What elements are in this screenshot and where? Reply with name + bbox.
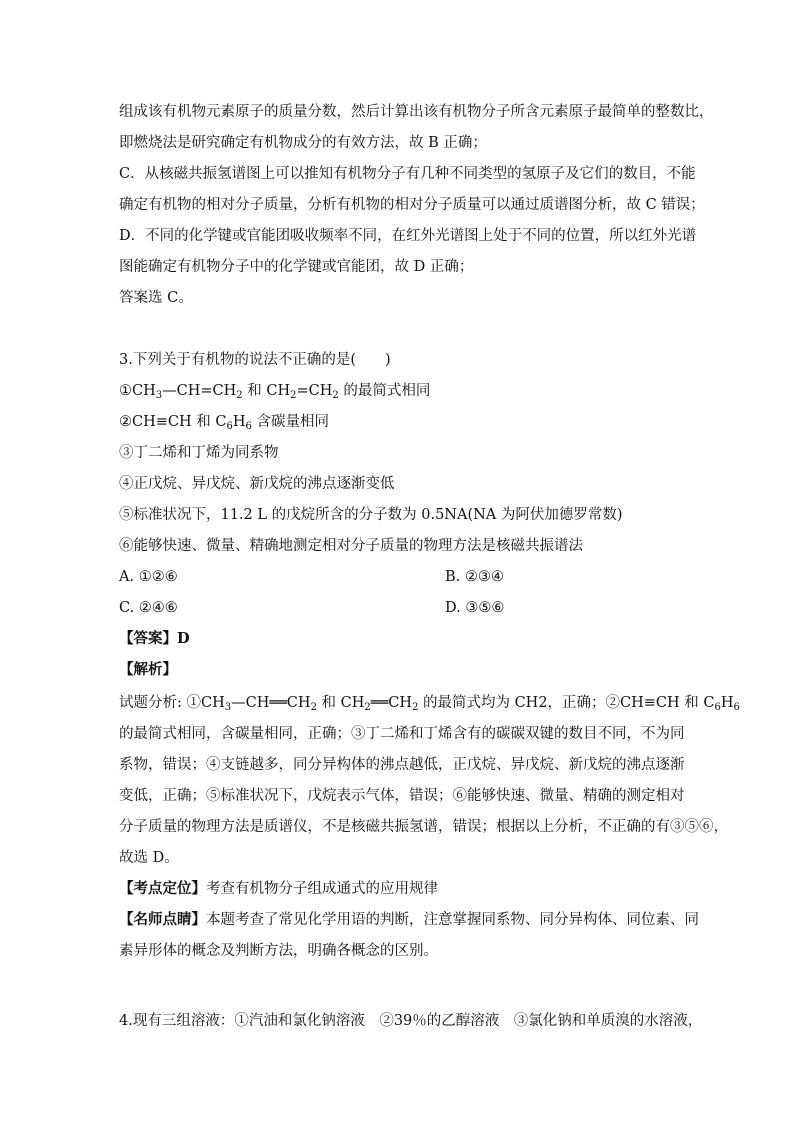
analysis-line: 的最简式相同，含碳量相同，正确；③丁二烯和丁烯含有的碳碳双键的数目不同，不为同 — [119, 726, 685, 742]
statement-item: ②CH≡CH 和 $C_6H_6$ 含碳量相同 — [119, 414, 329, 432]
analysis-line: 分子质量的物理方法是质谱仪，不是核磁共振氢谱，错误；根据以上分析，不正确的有③⑤⑥， — [119, 819, 728, 835]
text-line: 确定有机物的相对分子质量，分析有机物的相对分子质量可以通过质谱图分析，故 C 错误； — [119, 197, 705, 213]
option-a: A. ①②⑥ — [119, 569, 178, 585]
question-stem: 3.下列关于有机物的说法不正确的是( ) — [119, 352, 391, 368]
option-d: D. ③⑤⑥ — [445, 600, 505, 616]
analysis-line: 变低，正确；⑤标准状况下，戊烷表示气体，错误；⑥能够快速、微量、精确的测定相对 — [119, 788, 685, 804]
option-b: B. ②③④ — [445, 569, 504, 585]
text-line: 组成该有机物元素原子的质量分数，然后计算出该有机物分子所含元素原子最简单的整数比， — [119, 104, 714, 120]
kaodian-line: 【考点定位】考查有机物分子组成通式的应用规律 — [119, 880, 438, 897]
statement-item: $①CH_3—CH=CH_2$ 和 $CH_2=CH_2$ 的最简式相同 — [119, 383, 431, 401]
analysis-line: 系物，错误；④支链越多，同分异构体的沸点越低，正戊烷、异戊烷、新戊烷的沸点逐渐 — [119, 757, 685, 773]
question-stem: 4.现有三组溶液：①汽油和氯化钠溶液 ②39％的乙醇溶液 ③氯化钠和单质溴的水溶液， — [119, 1013, 703, 1029]
statement-item: ⑤标准状况下，11.2 L 的戊烷所含的分子数为 0.5NA(NA 为阿伏加德罗常数) — [119, 507, 623, 523]
statement-item: ④正戊烷、异戊烷、新戊烷的沸点逐渐变低 — [119, 476, 395, 492]
option-c: C. ②④⑥ — [119, 600, 178, 616]
analysis-line: 故选 D。 — [119, 850, 179, 866]
analysis-line: 试题分析: $①CH_3—CH══CH_2$ 和 $CH_2══CH_2$ 的最简式均为 CH2，正确；②CH≡CH 和 $C_6H_6$ — [119, 695, 740, 713]
statement-item: ⑥能够快速、微量、精确地测定相对分子质量的物理方法是核磁共振谱法 — [119, 538, 583, 554]
mingshi-line: 【名师点睛】本题考查了常见化学用语的判断，注意掌握同系物、同分异构体、同位素、同 — [119, 911, 699, 928]
text-line: 答案选 C。 — [119, 290, 193, 306]
kaodian-label: 【考点定位】 — [119, 880, 206, 897]
text-line: D．不同的化学键或官能团吸收频率不同，在红外光谱图上处于不同的位置，所以红外光谱 — [119, 228, 697, 244]
statement-item: ③丁二烯和丁烯为同系物 — [119, 445, 279, 461]
mingshi-label: 【名师点睛】 — [119, 911, 206, 928]
text-line: 即燃烧法是研究确定有机物成分的有效方法，故 B 正确； — [119, 135, 487, 151]
text-line: C．从核磁共振氢谱图上可以推知有机物分子有几种不同类型的氢原子及它们的数目，不能 — [119, 166, 696, 182]
answer-label: 【答案】D — [119, 630, 190, 647]
analysis-label: 【解析】 — [119, 661, 177, 678]
mingshi-line: 素异形体的概念及判断方法，明确各概念的区别。 — [119, 943, 438, 959]
text-line: 图能确定有机物分子中的化学键或官能团，故 D 正确； — [119, 259, 474, 275]
